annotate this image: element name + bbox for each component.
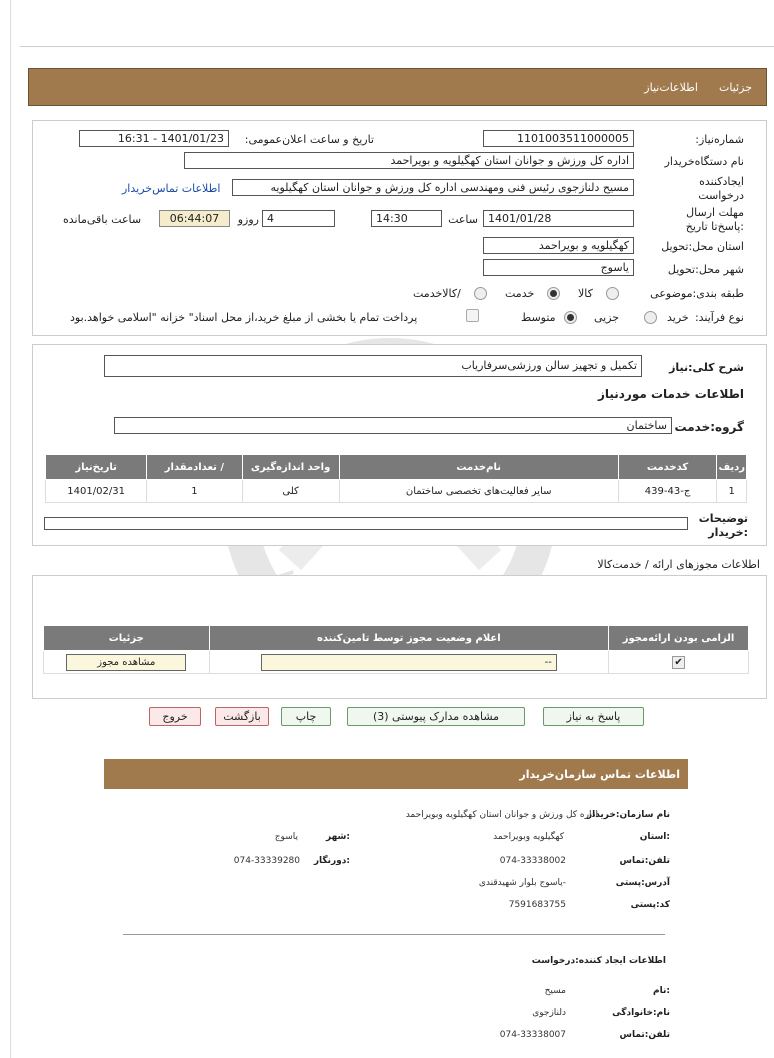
day-label: روزو xyxy=(237,213,259,226)
province-field[interactable]: کهگیلویه و بویراحمد xyxy=(483,237,634,254)
province-contact-value: کهگیلویه وبویراحمد xyxy=(493,832,564,842)
province-contact-label: :استان xyxy=(639,832,670,842)
buyer-notes-field[interactable] xyxy=(44,517,688,530)
creator-info-title: اطلاعات ایجاد کننده:درخواست xyxy=(531,956,666,966)
proc-partial-label: جزیی xyxy=(594,311,620,324)
permits-table xyxy=(43,625,749,674)
print-button[interactable]: چاپ xyxy=(281,707,331,726)
radio-goods-service[interactable] xyxy=(474,287,487,300)
announce-field[interactable]: 1401/01/23 - 16:31 xyxy=(79,130,229,147)
category-label: طبقه بندی:موضوعی xyxy=(650,287,744,300)
creator-phone-value: 074-33338007 xyxy=(499,1030,566,1040)
radio-medium[interactable] xyxy=(564,311,577,324)
city-contact-value: یاسوج xyxy=(274,832,298,842)
creator-phone-label: تلفن:تماس xyxy=(619,1030,670,1040)
fax-value: 074-33339280 xyxy=(233,856,300,866)
cat-goods-label: کالا xyxy=(578,287,593,300)
group-field[interactable]: ساختمان xyxy=(114,417,672,434)
process-type-label: خرید xyxy=(667,311,689,324)
org-value: اداره کل ورزش و جوانان استان کهگیلویه وبویراحمد xyxy=(405,810,598,820)
province-label: استان محل:تحویل xyxy=(661,240,744,253)
cell-code: ج-43-439 xyxy=(618,480,717,503)
creator-label: ایجادکننده درخواست xyxy=(698,175,744,202)
services-table xyxy=(45,454,747,503)
buyer-field[interactable]: اداره کل ورزش و جوانان استان کهگیلویه و بویراحمد xyxy=(184,152,634,169)
radio-goods[interactable] xyxy=(606,287,619,300)
city-contact-label: :شهر xyxy=(326,832,350,842)
need-number-field[interactable]: 1101003511000005 xyxy=(483,130,634,147)
cell-unit: کلی xyxy=(242,480,339,503)
time-label: ساعت xyxy=(448,213,478,226)
deadline-time-field[interactable]: 14:30 xyxy=(371,210,442,227)
header-bar xyxy=(28,68,767,106)
table-row xyxy=(46,480,747,503)
phone-value: 074-33338002 xyxy=(499,856,566,866)
th-row: ردیف xyxy=(717,455,747,480)
cell-row: 1 xyxy=(717,480,747,503)
th-date: تاریخ‌نیاز xyxy=(46,455,147,480)
contact-header-bar xyxy=(104,759,688,789)
proc-medium-label: متوسط xyxy=(521,311,556,324)
deadline-date-field[interactable]: 1401/01/28 xyxy=(483,210,634,227)
th-qty: / تعدادمقدار xyxy=(147,455,242,480)
cat-service-label: خدمت xyxy=(505,287,535,300)
city-field[interactable]: یاسوج xyxy=(483,259,634,276)
radio-service[interactable] xyxy=(547,287,560,300)
th-permit-details: جزئیات xyxy=(44,626,210,651)
deadline-label: مهلت ارسال :پاسخ‌تا تاریخ xyxy=(685,206,744,233)
group-label: گروه:خدمت xyxy=(674,420,744,434)
creator-family-label: نام:خانوادگی xyxy=(612,1008,670,1018)
summary-label: شرح کلی:نیاز xyxy=(669,361,744,374)
days-field[interactable]: 4 xyxy=(262,210,335,227)
permits-title: اطلاعات مجوزهای ارائه / خدمت‌کالا xyxy=(597,558,760,571)
treasury-checkbox[interactable] xyxy=(466,309,479,322)
th-permit-status: اعلام وضعیت مجوز توسط تامین‌کننده xyxy=(209,626,609,651)
th-code: کدخدمت xyxy=(618,455,717,480)
permit-required-cell xyxy=(609,651,749,674)
address-value: -یاسوج بلوار شهیدقندی xyxy=(478,878,566,888)
buyer-notes-label: توضیحات :خریدار xyxy=(698,512,748,539)
remaining-label: ساعت باقی‌مانده xyxy=(63,213,142,226)
contact-divider xyxy=(123,934,665,935)
city-label: شهر محل:تحویل xyxy=(667,263,744,276)
back-button[interactable]: بازگشت xyxy=(215,707,269,726)
creator-family-value: دلنازجوی xyxy=(532,1008,566,1018)
info-link[interactable]: اطلاعات‌نیاز xyxy=(644,81,698,94)
th-name: نام‌خدمت xyxy=(339,455,618,480)
services-title: اطلاعات خدمات موردنیاز xyxy=(597,387,744,401)
th-unit: واحد اندازه‌گیری xyxy=(242,455,339,480)
permit-row xyxy=(44,651,749,674)
summary-field[interactable]: تکمیل و تجهیز سالن ورزشی‌سرفاریاب xyxy=(104,355,642,377)
process-label: نوع فرآیند: xyxy=(694,311,744,324)
permit-status-field: -- xyxy=(261,654,557,671)
contact-title: اطلاعات تماس سازمان‌خریدار xyxy=(519,768,680,781)
payment-note: پرداخت تمام یا بخشی از مبلغ خرید،از محل اسناد" خزانه "اسلامی خواهد.بود xyxy=(70,311,418,324)
phone-label: تلفن:تماس xyxy=(619,856,670,866)
cell-date: 1401/02/31 xyxy=(46,480,147,503)
postal-value: 7591683755 xyxy=(508,900,566,910)
creator-field[interactable]: مسیح دلنازجوی رئیس فنی ومهندسی اداره کل ورزش و جوانان استان کهگیلویه xyxy=(232,179,634,196)
cat-both-label: /کالاخدمت xyxy=(413,287,461,300)
address-label: آدرس:پستی xyxy=(615,878,670,888)
fax-label: :دورنگار xyxy=(313,856,350,866)
cell-qty: 1 xyxy=(147,480,242,503)
permit-details-cell xyxy=(44,651,210,674)
view-permit-button[interactable]: مشاهده مجوز xyxy=(66,654,186,671)
reply-button[interactable]: پاسخ به نیاز xyxy=(543,707,644,726)
exit-button[interactable]: خروج xyxy=(149,707,201,726)
permit-status-cell xyxy=(209,651,609,674)
org-label: نام سازمان:خریدار xyxy=(586,810,670,820)
remaining-time-field: 06:44:07 xyxy=(159,210,230,227)
attachments-button[interactable]: مشاهده مدارک پیوستی (3) xyxy=(347,707,525,726)
radio-partial[interactable] xyxy=(644,311,657,324)
top-divider xyxy=(20,46,774,47)
announce-label: تاریخ و ساعت اعلان‌عمومی: xyxy=(244,133,374,146)
buyer-label: نام دستگاه‌خریدار xyxy=(664,155,744,168)
cell-name: سایر فعالیت‌های تخصصی ساختمان xyxy=(339,480,618,503)
permit-required-checkbox: ✔ xyxy=(672,656,685,669)
creator-name-label: :نام xyxy=(653,986,670,996)
postal-label: کد:پستی xyxy=(630,900,670,910)
buyer-contact-link[interactable]: اطلاعات تماس‌خریدار xyxy=(122,182,221,195)
details-link[interactable]: جزئیات xyxy=(719,81,752,94)
creator-name-value: مسیح xyxy=(544,986,566,996)
th-permit-required: الزامی بودن ارائه‌مجوز xyxy=(609,626,749,651)
need-number-label: شماره‌نیاز: xyxy=(695,133,744,146)
left-border-line xyxy=(10,0,11,1058)
